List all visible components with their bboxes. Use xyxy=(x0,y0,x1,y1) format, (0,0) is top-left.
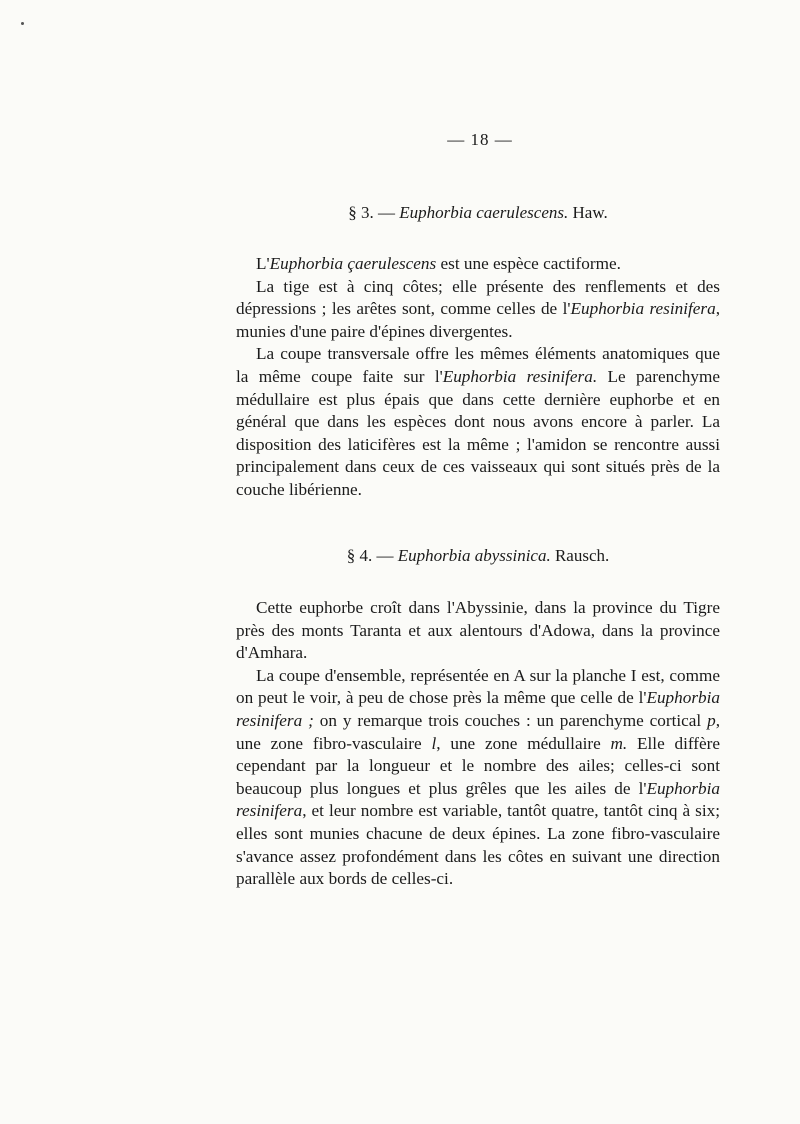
section-4-species: Euphorbia abyssinica. xyxy=(397,546,551,565)
paragraph: La coupe transversale offre les mêmes éléments anatomiques que la même coupe faite sur l'Euphorbia resinifera. Le parenchyme médullaire est plus épais que dans cette dernière euphorbe et en général que dans les espèces dont nous avons encore à parler. La disposition des laticifères est la même ; l'amidon se rencontre aussi principalement dans ceux de ces vaisseaux qui sont situés près de la couche libérienne. xyxy=(236,344,720,499)
section-4-number: § 4. — xyxy=(346,546,398,565)
section-4-body xyxy=(236,597,720,891)
section-4-heading xyxy=(236,546,720,566)
section-3-species: Euphorbia caerulescens. xyxy=(399,203,569,222)
section-3-heading xyxy=(236,203,720,223)
section-4-author: Rausch. xyxy=(550,546,610,565)
paper-speck xyxy=(21,22,24,25)
paragraph: Cette euphorbe croît dans l'Abyssinie, dans la province du Tigre près des monts Taranta et aux alentours d'Adowa, dans la province d'Amhara. xyxy=(236,598,720,663)
paragraph: La tige est à cinq côtes; elle présente des renflements et des dépressions ; les arêtes sont, comme celles de l'Euphorbia resinifera, munies d'une paire d'épines divergentes. xyxy=(236,276,720,341)
section-3-author: Haw. xyxy=(568,203,608,222)
paragraph: La coupe d'ensemble, représentée en A sur la planche I est, comme on peut le voir, à peu de chose près la même que celle de l'Euphorbia resinifera ; on y remarque trois couches : un parenchyme cortical p, une zone fibro-vasculaire l, une zone médullaire m. Elle diffère cependant par la longueur et le nombre des ailes; celles-ci sont beaucoup plus longues et plus grêles que les ailes de l'Euphorbia resinifera, et leur nombre est variable, tantôt quatre, tantôt cinq à six; elles sont munies chacune de deux épines. La zone fibro-vasculaire s'avance assez profondément dans les côtes en suivant une direction parallèle aux bords de celles-ci. xyxy=(236,665,720,889)
paragraph: L'Euphorbia çaerulescens est une espèce cactiforme. xyxy=(256,254,621,273)
section-3-body xyxy=(236,253,720,502)
page-number: — 18 — xyxy=(447,130,513,149)
section-3-number: § 3. — xyxy=(348,203,400,222)
